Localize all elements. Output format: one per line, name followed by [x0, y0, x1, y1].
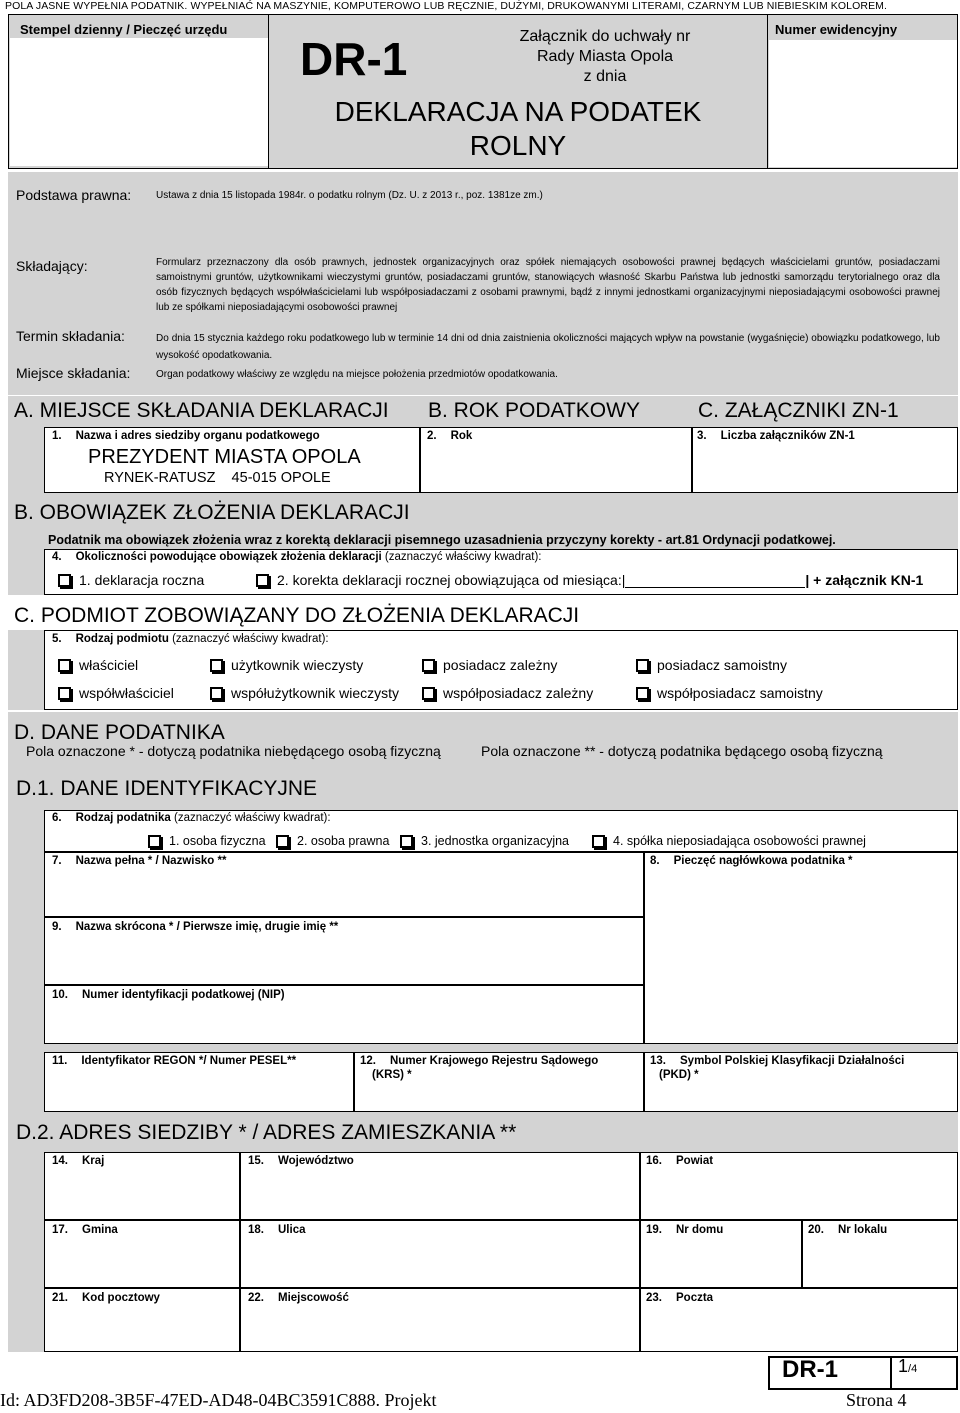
section-c-title: C. PODMIOT ZOBOWIĄZANY DO ZŁOŻENIA DEKLARACJI [14, 604, 580, 627]
footer-page-number: 1/4 [898, 1356, 918, 1376]
place-text: Organ podatkowy właściwy ze względu na miejsce położenia przedmiotów opodatkowania. [156, 369, 558, 380]
registry-label: Numer ewidencyjny [775, 22, 898, 37]
correction-month-field[interactable] [625, 573, 805, 588]
top-notice: POLA JASNE WYPEŁNIA PODATNIK. WYPEŁNIAĆ NA MASZYNIE, KOMPUTEROWO LUB RĘCZNIE, DUŻYMI, DRUKOWANYMI LITERAMI, CZARNYM LUB NIEBIESKIM KOLOREM. [5, 0, 888, 12]
tax-authority-name: PREZYDENT MIASTA OPOLA [88, 446, 361, 468]
footer-page-label: Strona 4 [846, 1390, 907, 1410]
place-label: Miejsce składania: [16, 365, 131, 381]
field-6-label: 6. Rodzaj podatnika (zaznaczyć właściwy kwadrat): [52, 812, 331, 824]
filer-label: Składający: [16, 258, 88, 274]
stamp-field[interactable] [10, 38, 268, 166]
stamp-label: Stempel dzienny / Pieczęć urzędu [20, 22, 228, 37]
field-8-label: 8. Pieczęć nagłówkowa podatnika * [650, 855, 853, 867]
field-23-label: 23. Poczta [646, 1292, 714, 1304]
field-2-label: 2. Rok [427, 430, 473, 442]
field-11-label: 11. Identyfikator REGON */ Numer PESEL** [52, 1055, 297, 1067]
deadline-text: Do dnia 15 stycznia każdego roku podatkowego lub w terminie 14 dni od dnia zaistnienia okoliczności mających wpływ na powstanie (wygaśnięcie) obowiązku podatkowego, lub wysokość opodatkowania. [156, 333, 940, 361]
option-legal-person[interactable]: 2. osoba prawna [276, 834, 389, 848]
field-1-label: 1. Nazwa i adres siedziby organu podatkowego [52, 430, 320, 442]
correction-notice: Podatnik ma obowiązek złożenia wraz z korektą deklaracji pisemnego uzasadnienia przyczyny korekty - art.81 Ordynacji podatkowej. [48, 533, 836, 547]
checkbox-icon[interactable] [636, 659, 649, 672]
field-18-label: 18. Ulica [248, 1224, 306, 1236]
field-12-label-line2: (KRS) * [372, 1069, 412, 1081]
checkbox-icon[interactable] [636, 687, 649, 700]
section-d-title: D. DANE PODATNIKA [14, 721, 225, 744]
field-13-label: 13. Symbol Polskiej Klasyfikacji Działalności [650, 1055, 905, 1067]
field-8-header-stamp[interactable] [644, 852, 958, 1044]
field-4-label: 4. Okoliczności powodujące obowiązek złożenia deklaracji (zaznaczyć właściwy kwadrat): [52, 551, 542, 563]
field-14-label: 14. Kraj [52, 1155, 105, 1167]
checkbox-icon[interactable] [210, 687, 223, 700]
section-a-title: A. MIEJSCE SKŁADANIA DEKLARACJI [14, 399, 389, 422]
section-b-title: B. OBOWIĄZEK ZŁOŻENIA DEKLARACJI [14, 501, 410, 524]
checkbox-icon[interactable] [422, 659, 435, 672]
attachment-line3: z dnia [583, 68, 627, 85]
footer-document-id: Id: AD3FD208-3B5F-47ED-AD48-04BC3591C888. Projekt [0, 1390, 437, 1410]
checkbox-icon[interactable] [148, 835, 161, 848]
option-natural-person[interactable]: 1. osoba fizyczna [148, 834, 266, 848]
legal-basis-text: Ustawa z dnia 15 listopada 1984r. o podatku rolnym (Dz. U. z 2013 r., poz. 1381ze zm.) [156, 190, 543, 201]
option-correction[interactable]: 2. korekta deklaracji rocznej obowiązująca od miesiąca:| | + załącznik KN-1 [256, 572, 923, 588]
checkbox-icon[interactable] [400, 835, 413, 848]
option-perpetual-user[interactable]: użytkownik wieczysty [210, 657, 363, 673]
field-5-label: 5. Rodzaj podmiotu (zaznaczyć właściwy kwadrat): [52, 633, 329, 645]
option-dependent-possessor[interactable]: posiadacz zależny [422, 657, 557, 673]
section-d-note-left: Pola oznaczone * - dotyczą podatnika niebędącego osobą fizyczną [26, 743, 441, 759]
option-partnership[interactable]: 4. spółka nieposiadająca osobowości prawnej [592, 834, 866, 848]
form-title-line1: DEKLARACJA NA PODATEK [334, 96, 702, 127]
tax-authority-address: RYNEK-RATUSZ 45-015 OPOLE [104, 470, 331, 486]
checkbox-icon[interactable] [58, 659, 71, 672]
option-owner[interactable]: właściciel [58, 657, 138, 673]
field-15-label: 15. Województwo [248, 1155, 354, 1167]
option-independent-possessor[interactable]: posiadacz samoistny [636, 657, 787, 673]
attachment-line1: Załącznik do uchwały nr [519, 28, 691, 45]
section-d2-title: D.2. ADRES SIEDZIBY * / ADRES ZAMIESZKANIA ** [16, 1121, 517, 1144]
checkbox-icon[interactable] [592, 835, 605, 848]
section-b-year-title: B. ROK PODATKOWY [428, 399, 640, 422]
field-9-label: 9. Nazwa skrócona * / Pierwsze imię, drugie imię ** [52, 921, 339, 933]
field-12-label: 12. Numer Krajowego Rejestru Sądowego [360, 1055, 599, 1067]
field-21-label: 21. Kod pocztowy [52, 1292, 160, 1304]
footer-page-divider [890, 1356, 892, 1390]
option-organizational-unit[interactable]: 3. jednostka organizacyjna [400, 834, 569, 848]
field-20-label: 20. Nr lokalu [808, 1224, 888, 1236]
option-co-dependent-possessor[interactable]: współposiadacz zależny [422, 685, 593, 701]
option-co-independent-possessor[interactable]: współposiadacz samoistny [636, 685, 823, 701]
field-10-label: 10. Numer identyfikacji podatkowej (NIP) [52, 989, 285, 1001]
field-17-label: 17. Gmina [52, 1224, 118, 1236]
option-co-perpetual-user[interactable]: współużytkownik wieczysty [210, 685, 399, 701]
section-c-att-title: C. ZAŁĄCZNIKI ZN-1 [698, 399, 899, 422]
footer-form-code: DR-1 [782, 1356, 839, 1383]
form-title-line2: ROLNY [469, 130, 567, 161]
checkbox-icon[interactable] [256, 574, 269, 587]
checkbox-icon[interactable] [210, 659, 223, 672]
field-7-label: 7. Nazwa pełna * / Nazwisko ** [52, 855, 227, 867]
deadline-label: Termin składania: [16, 328, 125, 344]
option-annual-declaration[interactable]: 1. deklaracja roczna [58, 572, 204, 588]
section-d-note-right: Pola oznaczone ** - dotyczą podatnika będącego osobą fizyczną [481, 743, 883, 759]
field-16-label: 16. Powiat [646, 1155, 714, 1167]
option-co-owner[interactable]: współwłaściciel [58, 685, 174, 701]
field-3-label: 3. Liczba załączników ZN-1 [697, 430, 855, 442]
checkbox-icon[interactable] [422, 687, 435, 700]
registry-number-field[interactable] [769, 40, 957, 167]
legal-basis-label: Podstawa prawna: [16, 187, 132, 203]
checkbox-icon[interactable] [58, 574, 71, 587]
attachment-line2: Rady Miasta Opola [536, 48, 674, 65]
checkbox-icon[interactable] [58, 687, 71, 700]
field-13-label-line2: (PKD) * [659, 1069, 699, 1081]
field-19-label: 19. Nr domu [646, 1224, 724, 1236]
field-22-label: 22. Miejscowość [248, 1292, 349, 1304]
section-d1-title: D.1. DANE IDENTYFIKACYJNE [16, 777, 318, 800]
checkbox-icon[interactable] [276, 835, 289, 848]
form-code: DR-1 [300, 33, 408, 85]
filer-text: Formularz przeznaczony dla osób prawnych, jednostek organizacyjnych oraz spółek niemających osobowości prawnej będących właścicielami gruntów, posiadaczami samoistnymi gruntów, użytkownikami wieczystymi gruntów, posiadaczami gruntów, stanowiących własność Skarbu Państwa lub jednostki samorządu terytorialnego oraz dla osób fizycznych będących współwłaścicielami lub współposiadaczami z osobami prawnymi, bądź z innymi jednostkami organizacyjnymi nieposiadającymi osobowości prawnej lub ze spółkami nieposiadającymi osobowości prawnej [156, 257, 940, 313]
